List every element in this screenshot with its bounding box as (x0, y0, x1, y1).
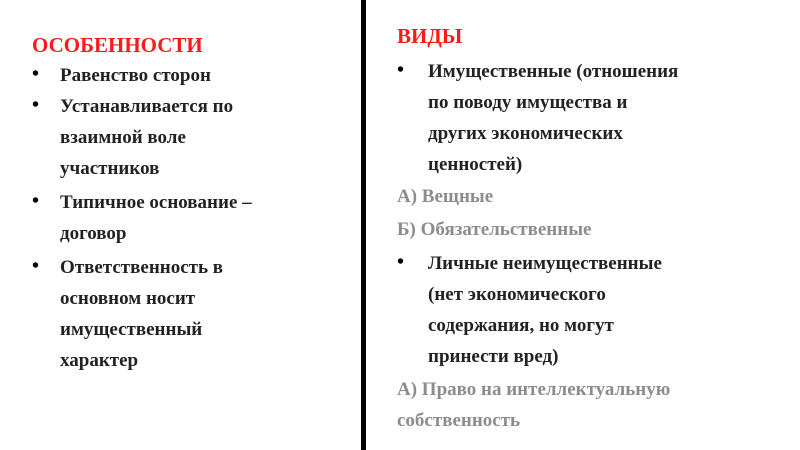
feature-item: Устанавливается по взаимной воле участников (60, 96, 234, 179)
feature-item: Равенство сторон (60, 65, 211, 86)
type-item-personal: Личные неимущественные (нет экономического содержания, но могут принести вред) (428, 253, 662, 367)
bullet-icon: • (32, 190, 40, 212)
bullet-icon: • (397, 251, 405, 273)
feature-item: Ответственность в основном носит имущественный характер (60, 257, 224, 371)
bullet-icon: • (32, 94, 40, 116)
type-item-property: Имущественные (отношения по поводу имущества и других экономических ценностей) (428, 61, 679, 175)
subtype-intellectual-property: А) Право на интеллектуальную собственность (397, 379, 671, 431)
subtype-real: А) Вещные (397, 186, 494, 207)
subtype-obligation: Б) Обязательственные (397, 219, 592, 240)
bullet-icon: • (32, 63, 40, 85)
bullet-icon: • (32, 255, 40, 277)
column-divider (361, 0, 366, 450)
feature-item: Типичное основание – договор (60, 192, 252, 244)
bullet-icon: • (397, 59, 405, 81)
features-heading: ОСОБЕННОСТИ (32, 33, 203, 57)
types-heading: ВИДЫ (397, 24, 463, 48)
